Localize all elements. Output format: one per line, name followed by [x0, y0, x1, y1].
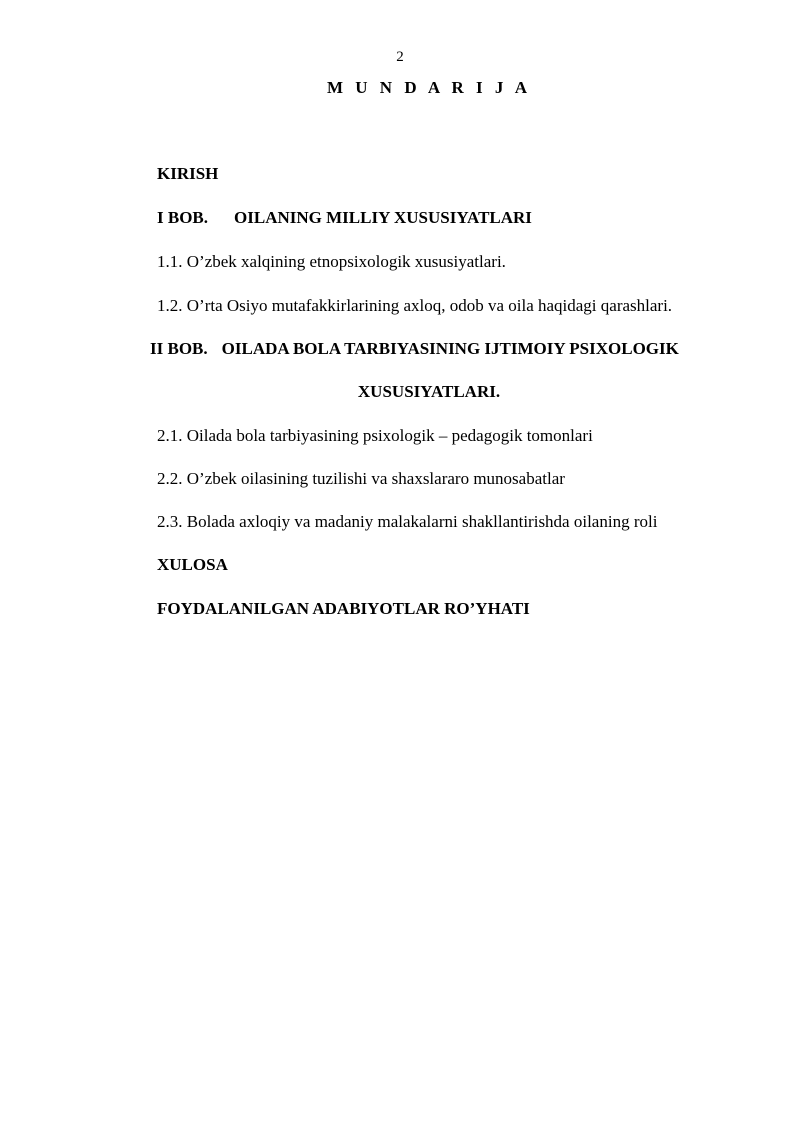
page-number: 2 [396, 49, 404, 65]
chapter-2-title-line2: XUSUSIYATLARI. [357, 382, 501, 401]
toc-section-2-3: 2.3. Bolada axloqiy va madaniy malakalarni shakllantirishda oilaning roli [157, 512, 658, 531]
toc-chapter-1 [157, 208, 532, 228]
toc-section-1-2: 1.2. O’rta Osiyo mutafakkirlarining axloq, odob va oila haqidagi qarashlari. [157, 296, 673, 315]
chapter-2-title-line1: OILADA BOLA TARBIYASINING IJTIMOIY PSIXOLOGIK [221, 339, 679, 358]
toc-section-2-1: 2.1. Oilada bola tarbiyasining psixologik – pedagogik tomonlari [157, 426, 593, 445]
toc-section-1-1: 1.1. O’zbek xalqining etnopsixologik xususiyatlari. [157, 252, 506, 271]
toc-intro: KIRISH [157, 164, 219, 183]
toc-references: FOYDALANILGAN ADABIYOTLAR RO’YHATI [157, 599, 530, 618]
chapter-2-label: II BOB. [150, 339, 208, 358]
toc-chapter-2 [150, 339, 679, 359]
page-title: M U N D A R I J A [326, 78, 531, 97]
toc-conclusion: XULOSA [157, 555, 228, 574]
toc-section-2-2: 2.2. O’zbek oilasining tuzilishi va shaxslararo munosabatlar [157, 469, 565, 488]
chapter-1-label: I BOB. [157, 208, 209, 227]
chapter-1-title: OILANING MILLIY XUSUSIYATLARI [234, 208, 532, 227]
